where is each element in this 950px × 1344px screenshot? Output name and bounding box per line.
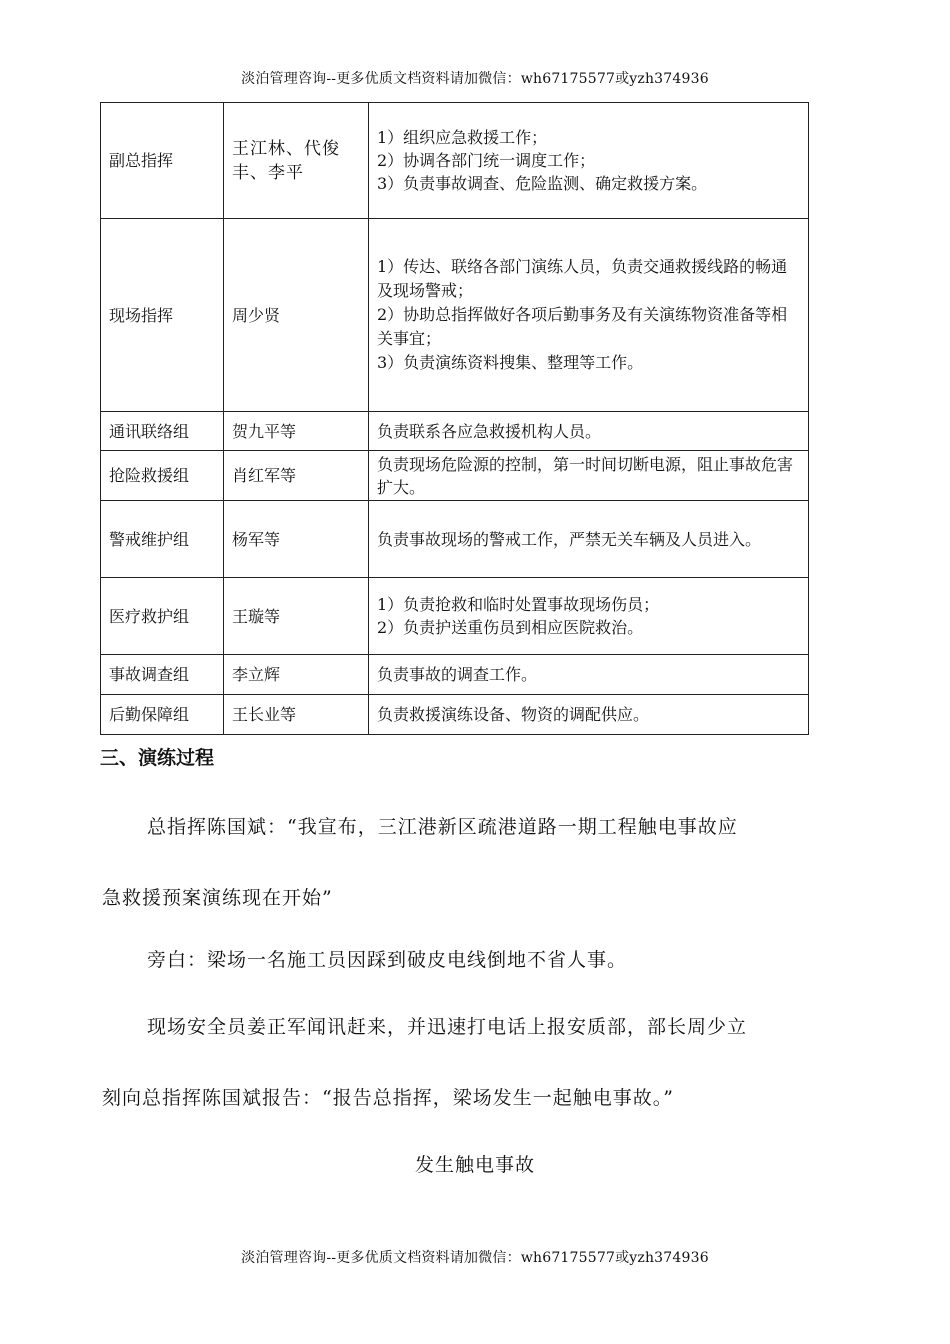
page-header: 淡泊管理咨询--更多优质文档资料请加微信：wh67175577或yzh374936 xyxy=(241,71,709,87)
table-row xyxy=(101,451,809,501)
duty-line: 负责现场危险源的控制，第一时间切断电源，阻止事故危害扩大。 xyxy=(377,454,794,497)
duty-cell xyxy=(369,655,809,695)
duty-cell xyxy=(369,578,809,655)
paragraph-line: 总指挥陈国斌：“我宣布，三江港新区疏港道路一期工程触电事故应 xyxy=(147,816,738,838)
role-cell: 警戒维护组 xyxy=(101,501,224,578)
table-row xyxy=(101,412,809,451)
section-title: 三、演练过程 xyxy=(100,747,215,769)
role-cell: 后勤保障组 xyxy=(101,695,224,735)
person-cell: 杨军等 xyxy=(224,501,369,578)
paragraph-line: 旁白：梁场一名施工员因踩到破皮电线倒地不省人事。 xyxy=(147,949,628,971)
duty-cell xyxy=(369,103,809,219)
person-cell: 王璇等 xyxy=(224,578,369,655)
table-row xyxy=(101,695,809,735)
duty-line: 负责事故现场的警戒工作，严禁无关车辆及人员进入。 xyxy=(377,529,762,549)
person-cell: 李立辉 xyxy=(224,655,369,695)
table-row xyxy=(101,103,809,219)
role-cell: 副总指挥 xyxy=(101,103,224,219)
duty-line: 1）负责抢救和临时处置事故现场伤员； xyxy=(377,595,660,614)
paragraph-line: 现场安全员姜正军闻讯赶来，并迅速打电话上报安质部，部长周少立 xyxy=(147,1016,748,1038)
duty-line: 负责事故的调查工作。 xyxy=(377,665,538,684)
person-cell: 周少贤 xyxy=(224,219,369,412)
person-cell: 王江林、代俊丰、李平 xyxy=(224,103,369,219)
duty-line: 1）组织应急救援工作； xyxy=(377,128,548,147)
duty-line: 负责救援演练设备、物资的调配供应。 xyxy=(377,705,650,724)
table-row xyxy=(101,219,809,412)
table-row xyxy=(101,655,809,695)
paragraph-line: 刻向总指挥陈国斌报告：“报告总指挥，梁场发生一起触电事故。” xyxy=(102,1087,674,1109)
table-row xyxy=(101,501,809,578)
table-row xyxy=(101,578,809,655)
roles-table xyxy=(100,102,809,735)
person-cell: 王长业等 xyxy=(224,695,369,735)
figure-caption: 发生触电事故 xyxy=(414,1154,535,1176)
duty-cell xyxy=(369,501,809,578)
duty-line: 3）负责演练资料搜集、整理等工作。 xyxy=(377,353,644,372)
paragraph-line: 急救援预案演练现在开始” xyxy=(102,887,333,909)
role-cell: 通讯联络组 xyxy=(101,412,224,451)
duty-line: 1）传达、联络各部门演练人员，负责交通救援线路的畅通及现场警戒； xyxy=(377,257,788,300)
person-cell: 贺九平等 xyxy=(224,412,369,451)
duty-line: 2）负责护送重伤员到相应医院救治。 xyxy=(377,618,644,637)
duty-cell xyxy=(369,451,809,501)
person-cell: 肖红军等 xyxy=(224,451,369,501)
role-cell: 事故调查组 xyxy=(101,655,224,695)
page-footer: 淡泊管理咨询--更多优质文档资料请加微信：wh67175577或yzh374936 xyxy=(241,1250,709,1266)
duty-line: 2）协助总指挥做好各项后勤事务及有关演练物资准备等相关事宜； xyxy=(377,305,788,348)
role-cell: 现场指挥 xyxy=(101,219,224,412)
role-cell: 抢险救援组 xyxy=(101,451,224,501)
duty-line: 3）负责事故调查、危险监测、确定救援方案。 xyxy=(377,174,708,193)
duty-cell xyxy=(369,695,809,735)
duty-cell xyxy=(369,219,809,412)
duty-line: 负责联系各应急救援机构人员。 xyxy=(377,421,602,441)
duty-line: 2）协调各部门统一调度工作； xyxy=(377,151,596,170)
role-cell: 医疗救护组 xyxy=(101,578,224,655)
duty-cell xyxy=(369,412,809,451)
